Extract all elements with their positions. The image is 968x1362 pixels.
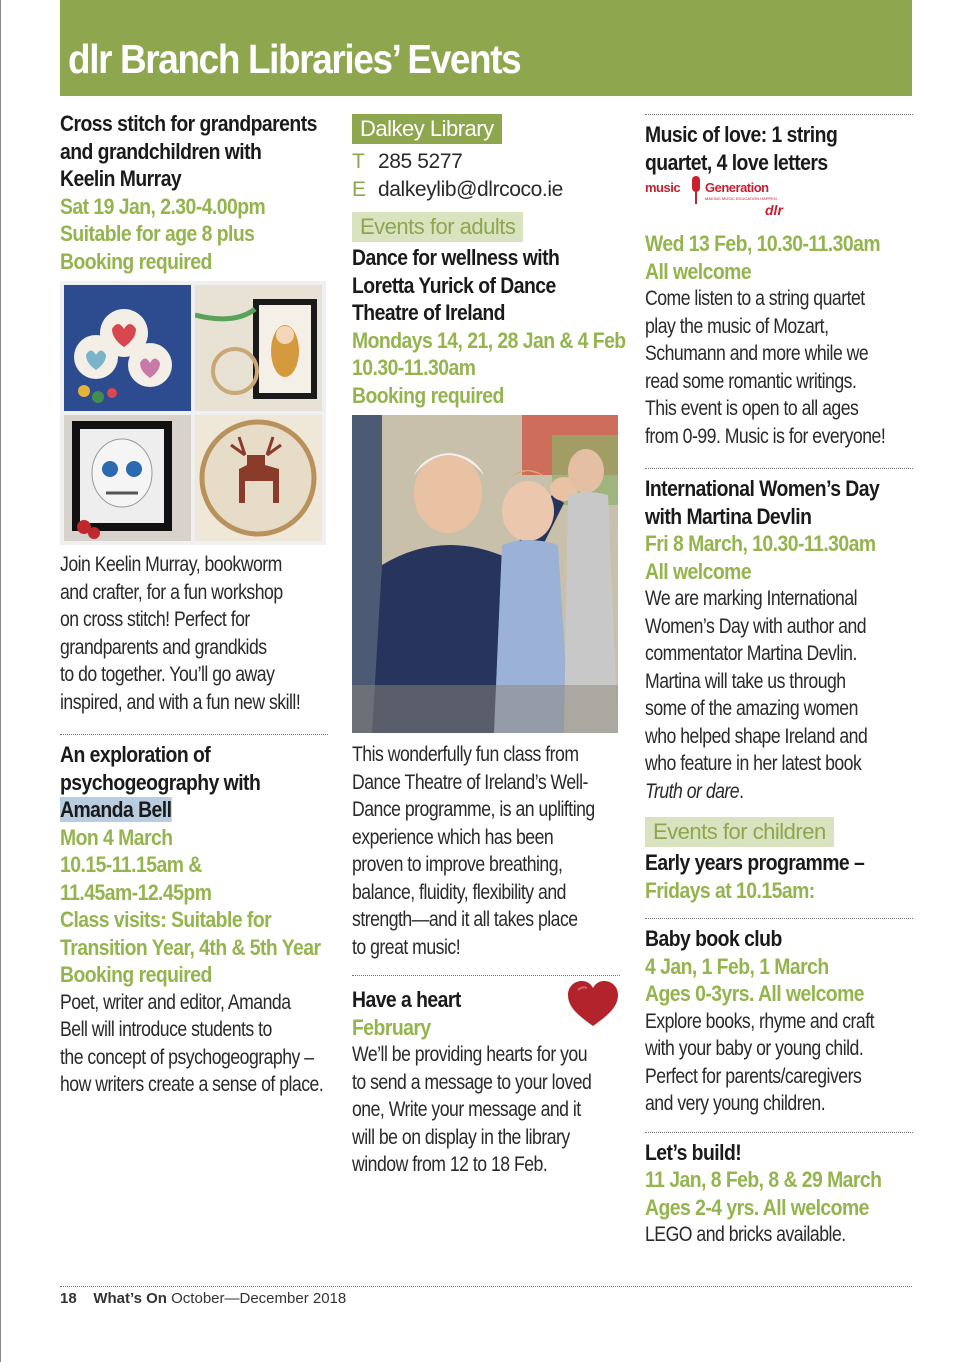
library-email xyxy=(352,176,620,204)
book-title: Truth or dare xyxy=(645,779,740,803)
highlighted-name[interactable]: Amanda Bell xyxy=(60,797,172,822)
event-date: Sat 19 Jan, 2.30-4.00pm xyxy=(60,193,266,219)
event-description-line: Women’s Day with author and xyxy=(645,614,867,638)
event-description-line: read some romantic writings. xyxy=(645,369,857,393)
event-description-line: play the music of Mozart, xyxy=(645,314,829,338)
event-title-line: with Martina Devlin xyxy=(645,503,812,529)
event-booking: Booking required xyxy=(60,962,212,987)
event-title-line: An exploration of xyxy=(60,742,211,767)
event-title-line: and grandchildren with xyxy=(60,138,262,164)
event-description-line: This wonderfully fun class from xyxy=(352,743,579,766)
phone-key: T xyxy=(352,150,365,173)
event-audience: Transition Year, 4th & 5th Year xyxy=(60,934,321,960)
event-music-of-love xyxy=(645,121,913,450)
page-title: dlr Branch Libraries’ Events xyxy=(68,36,521,82)
dance-class-photo xyxy=(352,415,618,733)
event-description-line: proven to improve breathing, xyxy=(352,853,563,876)
event-description-line: on cross stitch! Perfect for xyxy=(60,608,250,631)
event-audience: Class visits: Suitable for xyxy=(60,907,272,932)
header-banner xyxy=(60,0,912,96)
phone-number: 285 5277 xyxy=(378,150,463,173)
event-description-line: Come listen to a string quartet xyxy=(645,287,865,310)
event-description-line: some of the amazing women xyxy=(645,697,858,720)
event-title-line: Keelin Murray xyxy=(60,166,182,191)
email-address[interactable]: dalkeylib@dlrcoco.ie xyxy=(378,178,563,201)
event-title: Baby book club xyxy=(645,926,782,951)
column-right xyxy=(645,114,913,1249)
event-time: 10.15-11.15am & xyxy=(60,852,202,877)
page-edge xyxy=(0,0,1,1362)
event-description-line xyxy=(645,778,915,806)
event-title-line: Dance for wellness with xyxy=(352,245,560,270)
event-audience: Ages 0-3yrs. All welcome xyxy=(645,981,865,1006)
event-description-line: who helped shape Ireland and xyxy=(645,724,868,748)
event-description-line: to send a message to your loved xyxy=(352,1070,592,1094)
event-description-line: balance, fluidity, flexibility and xyxy=(352,880,566,904)
logo-wordmark-generation: Generation xyxy=(705,180,769,195)
dlr-logo: dlr xyxy=(765,202,783,218)
event-title: Early years programme – xyxy=(645,850,865,875)
event-description-line: strength—and it all takes place xyxy=(352,908,578,931)
event-description-line: from 0-99. Music is for everyone! xyxy=(645,424,886,448)
issue-period: October—December 2018 xyxy=(171,1290,347,1307)
library-phone xyxy=(352,148,620,176)
event-title-line: Music of love: 1 string xyxy=(645,122,838,147)
event-date: 11 Jan, 8 Feb, 8 & 29 March xyxy=(645,1167,882,1192)
event-description-line: Bell will introduce students to xyxy=(60,1018,272,1041)
event-description-line: Dance programme, is an uplifting xyxy=(352,798,595,821)
event-cross-stitch xyxy=(60,110,328,716)
event-date: Wed 13 Feb, 10.30-11.30am xyxy=(645,231,881,256)
section-children-label: Events for children xyxy=(645,817,834,847)
matryoshka-frame-photo xyxy=(195,285,322,411)
event-description-line: experience which has been xyxy=(352,825,554,849)
event-description-line: This event is open to all ages xyxy=(645,397,859,420)
event-age: Suitable for age 8 plus xyxy=(60,221,255,246)
event-description-line: We’ll be providing hearts for you xyxy=(352,1043,588,1066)
event-title: Let’s build! xyxy=(645,1139,742,1165)
email-key: E xyxy=(352,178,366,201)
event-description-line: Join Keelin Murray, bookworm xyxy=(60,553,282,576)
event-description-line: window from 12 to 18 Feb. xyxy=(352,1153,548,1176)
event-date: 4 Jan, 1 Feb, 1 March xyxy=(645,953,829,979)
event-description-line: grandparents and grandkids xyxy=(60,635,267,659)
event-schedule: Fridays at 10.15am: xyxy=(645,877,815,903)
event-time: 11.45am-12.45pm xyxy=(60,879,212,905)
event-title-line: Theatre of Ireland xyxy=(352,300,505,325)
event-title-line xyxy=(60,796,329,824)
event-description-line: who feature in her latest book xyxy=(645,752,862,775)
event-description-line: Schumann and more while we xyxy=(645,342,869,365)
event-booking: Booking required xyxy=(60,248,212,274)
footer-divider xyxy=(60,1286,912,1287)
event-date: Mondays 14, 21, 28 Jan & 4 Feb xyxy=(352,327,626,353)
sugar-skull-frame-photo xyxy=(64,415,191,541)
event-month: February xyxy=(352,1014,431,1040)
event-audience: Ages 2-4 yrs. All welcome xyxy=(645,1194,869,1220)
event-title-line: quartet, 4 love letters xyxy=(645,149,828,175)
microphone-icon xyxy=(689,176,703,206)
event-date: Mon 4 March xyxy=(60,824,173,850)
event-lets-build xyxy=(645,1139,913,1249)
event-description-line: inspired, and with a fun new skill! xyxy=(60,690,301,714)
event-womens-day xyxy=(645,475,913,805)
event-description-line: Perfect for parents/caregivers xyxy=(645,1064,862,1088)
cross-stitch-photo-grid xyxy=(60,281,326,545)
event-title: Have a heart xyxy=(352,987,461,1012)
event-description-line: to do together. You’ll go away xyxy=(60,663,275,686)
event-description-line: Explore books, rhyme and craft xyxy=(645,1009,875,1033)
event-description-line: will be on display in the library xyxy=(352,1125,570,1149)
event-early-years xyxy=(645,849,913,904)
logo-wordmark-music: music xyxy=(645,180,681,195)
event-description-line: We are marking International xyxy=(645,587,858,610)
logo-tagline: MAKING MUSIC EDUCATION HAPPEN xyxy=(705,196,777,201)
column-left xyxy=(60,110,328,1099)
magazine-name: What’s On xyxy=(93,1290,167,1307)
library-name-label: Dalkey Library xyxy=(352,114,502,144)
event-description-line: and crafter, for a fun workshop xyxy=(60,580,283,604)
event-description-line: Dance Theatre of Ireland’s Well- xyxy=(352,770,588,794)
event-title-line: International Women’s Day xyxy=(645,476,880,501)
event-title-line: Cross stitch for grandparents xyxy=(60,111,317,136)
event-description-line: the concept of psychogeography – xyxy=(60,1045,314,1069)
event-description-line: and very young children. xyxy=(645,1092,826,1115)
reindeer-hoop-photo xyxy=(195,415,322,541)
event-description-line: one, Write your message and it xyxy=(352,1098,581,1121)
event-title-line: psychogeography with xyxy=(60,769,261,795)
section-adults-label: Events for adults xyxy=(352,212,523,242)
event-audience: All welcome xyxy=(645,258,752,284)
event-psychogeography xyxy=(60,741,328,1099)
event-description-line: with your baby or young child. xyxy=(645,1037,864,1060)
event-description-line: commentator Martina Devlin. xyxy=(645,642,857,665)
page-number: 18 xyxy=(60,1290,77,1307)
event-booking: Booking required xyxy=(352,382,504,408)
event-description-line: how writers create a sense of place. xyxy=(60,1073,324,1096)
event-description-line: Martina will take us through xyxy=(645,669,846,693)
event-baby-book-club xyxy=(645,925,913,1118)
heart-icon xyxy=(566,980,620,1028)
event-title-line: Loretta Yurick of Dance xyxy=(352,272,556,298)
cross-stitch-hearts-photo xyxy=(64,285,191,411)
column-middle xyxy=(352,114,626,1179)
event-audience: All welcome xyxy=(645,558,752,584)
book-title-period: . xyxy=(739,779,744,803)
event-have-a-heart xyxy=(352,986,620,1179)
event-dance-wellness xyxy=(352,244,626,961)
event-time: 10.30-11.30am xyxy=(352,355,476,380)
event-description-line: to great music! xyxy=(352,935,461,959)
event-description-line: Poet, writer and editor, Amanda xyxy=(60,990,291,1014)
event-date: Fri 8 March, 10.30-11.30am xyxy=(645,531,876,556)
page-footer xyxy=(60,1290,346,1307)
music-generation-logo xyxy=(645,176,795,222)
event-description-line: LEGO and bricks available. xyxy=(645,1223,846,1246)
